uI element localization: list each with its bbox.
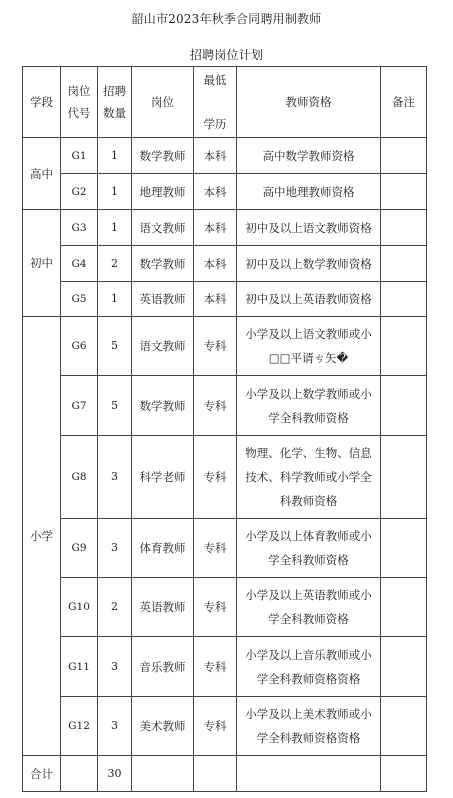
table-row [23, 637, 427, 697]
count-cell: 3 [98, 637, 132, 697]
table-row [23, 174, 427, 210]
post-cell: 科学老师 [132, 436, 194, 519]
total-label: 合计 [23, 756, 61, 792]
code-cell: G2 [61, 174, 98, 210]
post-cell: 数学教师 [132, 138, 194, 174]
post-cell: 语文教师 [132, 317, 194, 376]
header-note: 备注 [381, 67, 427, 138]
code-cell: G10 [61, 578, 98, 637]
note-cell [381, 282, 427, 317]
code-cell: G9 [61, 519, 98, 578]
header-count: 招聘 数量 [98, 67, 132, 138]
edu-cell: 专科 [194, 317, 237, 376]
count-cell: 5 [98, 376, 132, 436]
post-cell: 数学教师 [132, 376, 194, 436]
qual-cell: 高中地理教师资格 [237, 174, 381, 210]
count-cell: 3 [98, 697, 132, 756]
note-cell [381, 697, 427, 756]
header-code: 岗位 代号 [61, 67, 98, 138]
note-cell [381, 376, 427, 436]
note-cell [381, 138, 427, 174]
code-cell: G1 [61, 138, 98, 174]
note-cell [381, 174, 427, 210]
table-row [23, 436, 427, 519]
post-cell: 地理教师 [132, 174, 194, 210]
empty-cell [61, 756, 98, 792]
count-cell: 3 [98, 436, 132, 519]
header-qual: 教师资格 [237, 67, 381, 138]
table-row [23, 246, 427, 282]
qual-cell: 小学及以上英语教师或小学全科教师资格 [237, 578, 381, 637]
note-cell [381, 637, 427, 697]
table-row [23, 519, 427, 578]
count-cell: 1 [98, 138, 132, 174]
code-cell: G5 [61, 282, 98, 317]
table-row [23, 138, 427, 174]
header-edu: 最低 学历 [194, 67, 237, 138]
qual-cell: 物理、化学、生物、信息技术、科学教师或小学全科教师资格 [237, 436, 381, 519]
edu-cell: 本科 [194, 174, 237, 210]
empty-cell [237, 756, 381, 792]
header-post: 岗位 [132, 67, 194, 138]
note-cell [381, 436, 427, 519]
edu-cell: 专科 [194, 519, 237, 578]
edu-cell: 本科 [194, 246, 237, 282]
note-cell [381, 246, 427, 282]
post-cell: 体育教师 [132, 519, 194, 578]
document-title: 韶山市2023年秋季合同聘用制教师 [131, 12, 322, 26]
edu-cell: 本科 [194, 282, 237, 317]
count-cell: 3 [98, 519, 132, 578]
code-cell: G8 [61, 436, 98, 519]
post-cell: 语文教师 [132, 210, 194, 246]
post-cell: 数学教师 [132, 246, 194, 282]
qual-cell: 初中及以上英语教师资格 [237, 282, 381, 317]
table-row [23, 317, 427, 376]
qual-cell: 高中数学教师资格 [237, 138, 381, 174]
edu-cell: 专科 [194, 436, 237, 519]
stage-cell: 小学 [23, 317, 61, 756]
qual-cell: 小学及以上语文教师或小□□平谞ㄘ矢� [237, 317, 381, 376]
note-cell [381, 578, 427, 637]
empty-cell [132, 756, 194, 792]
count-cell: 5 [98, 317, 132, 376]
header-stage: 学段 [23, 67, 61, 138]
qual-cell: 小学及以上音乐教师或小学全科教师资格资格 [237, 637, 381, 697]
code-cell: G4 [61, 246, 98, 282]
count-cell: 1 [98, 282, 132, 317]
total-count: 30 [98, 756, 132, 792]
post-cell: 美术教师 [132, 697, 194, 756]
header-row [23, 67, 427, 138]
code-cell: G3 [61, 210, 98, 246]
count-cell: 2 [98, 246, 132, 282]
qual-cell: 小学及以上体育教师或小学全科教师资格 [237, 519, 381, 578]
post-cell: 英语教师 [132, 578, 194, 637]
total-row [23, 756, 427, 792]
code-cell: G12 [61, 697, 98, 756]
empty-cell [194, 756, 237, 792]
qual-cell: 小学及以上美术教师或小学全科教师资格资格 [237, 697, 381, 756]
code-cell: G7 [61, 376, 98, 436]
edu-cell: 本科 [194, 138, 237, 174]
edu-cell: 专科 [194, 578, 237, 637]
note-cell [381, 210, 427, 246]
note-cell [381, 317, 427, 376]
code-cell: G6 [61, 317, 98, 376]
table-row [23, 376, 427, 436]
table-row [23, 578, 427, 637]
stage-cell: 高中 [23, 138, 61, 210]
qual-cell: 初中及以上数学教师资格 [237, 246, 381, 282]
stage-cell: 初中 [23, 210, 61, 317]
count-cell: 1 [98, 210, 132, 246]
edu-cell: 专科 [194, 697, 237, 756]
post-cell: 音乐教师 [132, 637, 194, 697]
qual-cell: 小学及以上数学教师或小学全科教师资格 [237, 376, 381, 436]
post-cell: 英语教师 [132, 282, 194, 317]
table-row [23, 210, 427, 246]
count-cell: 2 [98, 578, 132, 637]
edu-cell: 专科 [194, 637, 237, 697]
edu-cell: 专科 [194, 376, 237, 436]
table-caption: 招聘岗位计划 [189, 48, 264, 62]
empty-cell [381, 756, 427, 792]
code-cell: G11 [61, 637, 98, 697]
table-row [23, 282, 427, 317]
count-cell: 1 [98, 174, 132, 210]
table-row [23, 697, 427, 756]
qual-cell: 初中及以上语文教师资格 [237, 210, 381, 246]
edu-cell: 本科 [194, 210, 237, 246]
recruitment-plan-table [22, 66, 427, 792]
note-cell [381, 519, 427, 578]
